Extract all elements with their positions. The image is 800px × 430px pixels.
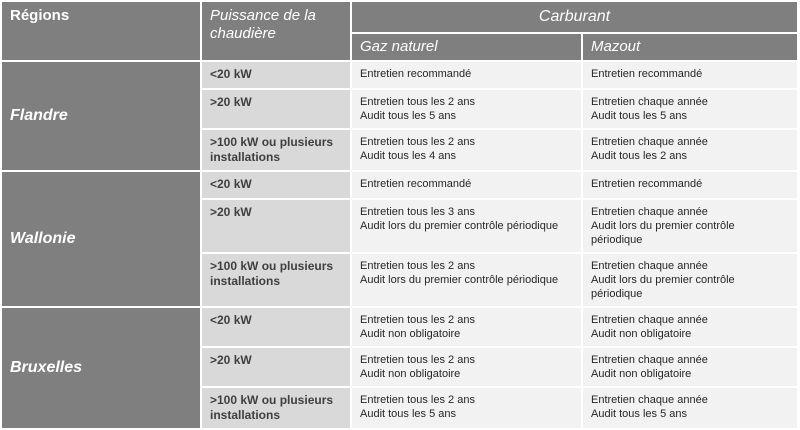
oil-cell: Entretien recommandé <box>582 171 798 199</box>
gas-cell: Entretien tous les 2 ans Audit tous les 5 ans <box>351 89 582 129</box>
gas-cell: Entretien tous les 2 ans Audit tous les 4 ans <box>351 129 582 171</box>
table-row <box>1 307 798 347</box>
oil-cell: Entretien chaque année Audit lors du premier contrôle périodique <box>582 253 798 307</box>
power-cell: >20 kW <box>201 199 351 253</box>
oil-cell: Entretien chaque année Audit tous les 5 ans <box>582 387 798 429</box>
header-oil: Mazout <box>582 33 798 61</box>
header-fuel: Carburant <box>351 1 798 33</box>
oil-cell: Entretien chaque année Audit non obligatoire <box>582 347 798 387</box>
header-regions: Régions <box>1 1 201 61</box>
power-cell: <20 kW <box>201 307 351 347</box>
power-cell: >100 kW ou plusieurs installations <box>201 253 351 307</box>
gas-cell: Entretien recommandé <box>351 61 582 89</box>
power-cell: >20 kW <box>201 89 351 129</box>
header-gas: Gaz naturel <box>351 33 582 61</box>
gas-cell: Entretien tous les 3 ans Audit lors du premier contrôle périodique <box>351 199 582 253</box>
oil-cell: Entretien chaque année Audit tous les 5 ans <box>582 89 798 129</box>
power-cell: <20 kW <box>201 61 351 89</box>
power-cell: <20 kW <box>201 171 351 199</box>
gas-cell: Entretien recommandé <box>351 171 582 199</box>
table-row <box>1 61 798 89</box>
power-cell: >100 kW ou plusieurs installations <box>201 129 351 171</box>
table-row <box>1 171 798 199</box>
region-bruxelles: Bruxelles <box>1 307 201 429</box>
power-cell: >100 kW ou plusieurs installations <box>201 387 351 429</box>
power-cell: >20 kW <box>201 347 351 387</box>
region-wallonie: Wallonie <box>1 171 201 307</box>
oil-cell: Entretien chaque année Audit tous les 2 ans <box>582 129 798 171</box>
oil-cell: Entretien chaque année Audit non obligatoire <box>582 307 798 347</box>
header-power-line2: chaudière <box>210 25 276 42</box>
gas-cell: Entretien tous les 2 ans Audit non obligatoire <box>351 307 582 347</box>
header-boiler-power <box>201 1 351 61</box>
oil-cell: Entretien recommandé <box>582 61 798 89</box>
header-power-line1: Puissance de la <box>210 7 316 24</box>
gas-cell: Entretien tous les 2 ans Audit tous les 5 ans <box>351 387 582 429</box>
oil-cell: Entretien chaque année Audit lors du premier contrôle périodique <box>582 199 798 253</box>
gas-cell: Entretien tous les 2 ans Audit non obligatoire <box>351 347 582 387</box>
gas-cell: Entretien tous les 2 ans Audit lors du premier contrôle périodique <box>351 253 582 307</box>
region-flandre: Flandre <box>1 61 201 171</box>
